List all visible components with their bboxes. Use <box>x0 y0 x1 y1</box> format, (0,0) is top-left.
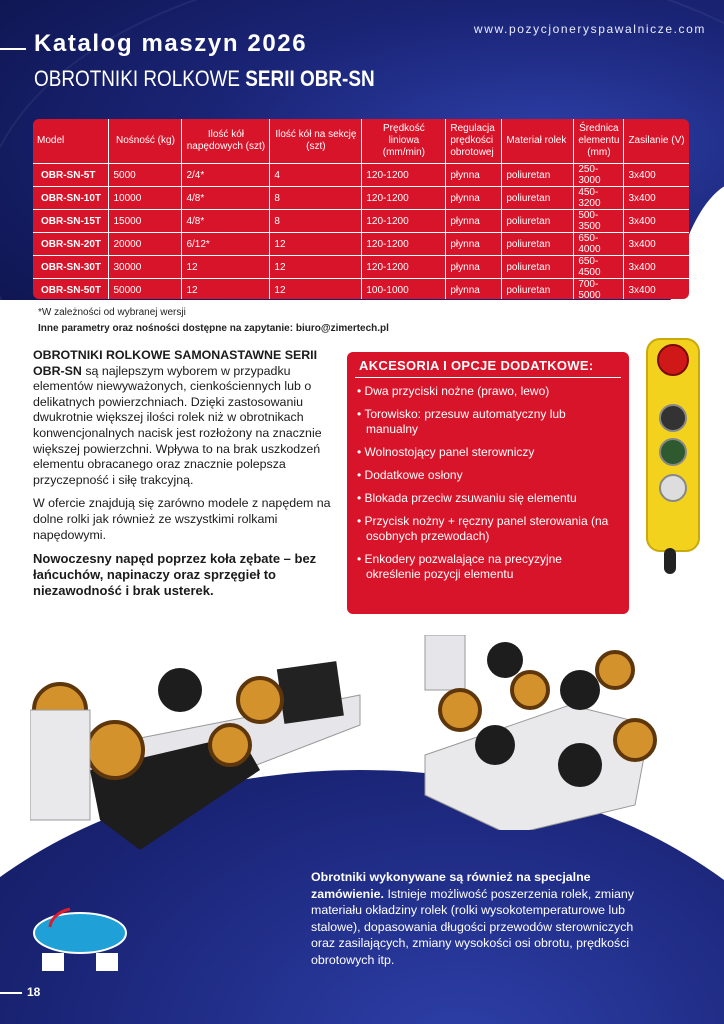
table-cell: OBR-SN-10T <box>33 187 109 210</box>
roller-machine-left-image <box>30 640 370 880</box>
table-header-row <box>33 119 689 164</box>
page-number: 18 <box>27 985 41 999</box>
accessory-item: • Dwa przyciski nożne (prawo, lewo) <box>357 384 550 398</box>
table-cell: 3x400 <box>624 279 689 300</box>
table-footnote: *W zależności od wybranej wersji <box>38 307 186 318</box>
table-cell: 12 <box>270 279 362 300</box>
table-cell: OBR-SN-5T <box>33 164 109 187</box>
intro-text <box>33 348 343 607</box>
intro-paragraph-2: W ofercie znajdują się zarówno modele z napędem na dolne rolki jak również ze wszystkimi rolkami napędowymi. <box>33 496 331 542</box>
table-row <box>33 256 689 279</box>
table-cell: 8 <box>270 187 362 210</box>
col-header: Ilość kół na sekcję (szt) <box>270 119 362 164</box>
table-row <box>33 233 689 256</box>
table-cell: 12 <box>270 256 362 279</box>
table-cell: 500-3500 <box>574 210 624 233</box>
col-header: Nośność (kg) <box>109 119 182 164</box>
accessories-title: AKCESORIA I OPCJE DODATKOWE: <box>359 358 594 373</box>
website-url[interactable]: www.pozycjoneryspawalnicze.com <box>473 22 706 36</box>
section-title-regular: OBROTNIKI ROLKOWE <box>34 66 246 91</box>
table-cell: 6/12* <box>182 233 270 256</box>
table-row <box>33 187 689 210</box>
table-cell: płynna <box>446 210 502 233</box>
accessory-item: • Przycisk nożny + ręczny panel sterowania (na osobnych przewodach) <box>357 514 609 543</box>
accessory-item: • Torowisko: przesuw automatyczny lub manualny <box>357 407 566 436</box>
table-cell: OBR-SN-50T <box>33 279 109 300</box>
col-header: Prędkość liniowa (mm/min) <box>362 119 446 164</box>
roller-machine-right-image <box>420 635 660 830</box>
custom-order-body: Istnieje możliwość poszerzenia rolek, zmiany materiału okładziny rolek (rolki wysokotemperaturowe lub stalowe), dopasowania długości przewodów sterowniczych oraz zasilających, zmiany wysokości osi obrotu, prędkości obrotowych itp. <box>311 886 634 967</box>
table-cell: płynna <box>446 279 502 300</box>
pendant-button-icon <box>659 404 687 432</box>
table-cell: płynna <box>446 256 502 279</box>
table-cell: 3x400 <box>624 233 689 256</box>
table-cell: 250-3000 <box>574 164 624 187</box>
table-row <box>33 164 689 187</box>
table-cell: płynna <box>446 164 502 187</box>
spec-table <box>33 119 689 299</box>
accessory-item: • Enkodery pozwalające na precyzyjne określenie pozycji elementu <box>357 552 562 581</box>
table-cell: 650-4500 <box>574 256 624 279</box>
intro-paragraph-1: są najlepszym wyborem w przypadku elementów niewyważonych, cienkościennych lub o delikatnych powierzchniach. Dzięki zastosowaniu dwukrotnie większej ilości rolek niż w obrotnikach konwencjonalnych nacisk jest rozłożony na znacznie większej powierzchni. Wpływa to na brak uszkodzeń elementu obracanego oraz znacznie polepsza przyczepność i siłę trakcyjną. <box>33 363 322 487</box>
contact-note: Inne parametry oraz nośności dostępne na zapytanie: biuro@zimertech.pl <box>38 323 389 334</box>
table-cell: 8 <box>270 210 362 233</box>
table-cell: 2/4* <box>182 164 270 187</box>
table-cell: 3x400 <box>624 210 689 233</box>
table-cell: 4/8* <box>182 210 270 233</box>
col-header: Zasilanie (V) <box>628 135 685 146</box>
col-header: Średnica elementu (mm) <box>574 119 624 164</box>
rotation-diagram-icon <box>30 905 130 977</box>
accessories-box <box>347 352 629 614</box>
intro-bold-statement: Nowoczesny napęd poprzez koła zębate – bez łańcuchów, napinaczy oraz sprzęgieł to niezawodność i brak usterek. <box>33 551 317 599</box>
table-cell: 50000 <box>109 279 182 300</box>
emergency-stop-icon <box>657 344 689 376</box>
table-cell: 450-3200 <box>574 187 624 210</box>
intro-heading: OBROTNIKI ROLKOWE SAMONASTAWNE SERII OBR-SN <box>33 348 318 378</box>
pendant-button-icon <box>659 438 687 466</box>
table-cell: poliuretan <box>502 279 574 300</box>
title-accent-line <box>0 48 26 50</box>
table-cell: płynna <box>446 233 502 256</box>
col-header: Ilość kół napędowych (szt) <box>182 119 270 164</box>
table-cell: 120-1200 <box>362 164 446 187</box>
col-header: Materiał rolek <box>502 119 574 164</box>
table-cell: OBR-SN-15T <box>33 210 109 233</box>
accessories-divider <box>355 377 621 378</box>
table-cell: 5000 <box>109 164 182 187</box>
table-cell: 15000 <box>109 210 182 233</box>
table-cell: 120-1200 <box>362 256 446 279</box>
col-header: Model <box>33 119 109 164</box>
table-cell: 12 <box>270 233 362 256</box>
custom-order-heading: Obrotniki wykonywane są również na specjalne zamówienie. <box>311 870 591 901</box>
table-cell: 4/8* <box>182 187 270 210</box>
table-cell: 20000 <box>109 233 182 256</box>
table-cell: OBR-SN-30T <box>33 256 109 279</box>
table-cell: 3x400 <box>624 164 689 187</box>
table-cell: płynna <box>446 187 502 210</box>
table-cell: 30000 <box>109 256 182 279</box>
table-cell: 3x400 <box>624 256 689 279</box>
section-title <box>34 66 375 92</box>
table-cell: 3x400 <box>624 187 689 210</box>
table-row <box>33 279 689 300</box>
table-cell: 120-1200 <box>362 233 446 256</box>
accessory-item: • Dodatkowe osłony <box>357 468 463 482</box>
table-cell: poliuretan <box>502 233 574 256</box>
table-cell: 12 <box>182 279 270 300</box>
accessory-item: • Wolnostojący panel sterowniczy <box>357 445 535 459</box>
table-cell: 120-1200 <box>362 187 446 210</box>
table-cell: 700-5000 <box>574 279 624 300</box>
control-pendant-image <box>638 334 710 574</box>
accessory-item: • Blokada przeciw zsuwaniu się elementu <box>357 491 577 505</box>
custom-order-text <box>311 869 651 968</box>
table-cell: 4 <box>270 164 362 187</box>
table-cell: 10000 <box>109 187 182 210</box>
page-number-line <box>0 992 22 994</box>
section-title-bold: SERII OBR-SN <box>245 66 375 91</box>
table-cell: poliuretan <box>502 210 574 233</box>
table-cell: 120-1200 <box>362 210 446 233</box>
table-cell: poliuretan <box>502 256 574 279</box>
table-cell: OBR-SN-20T <box>33 233 109 256</box>
table-cell: poliuretan <box>502 164 574 187</box>
table-row <box>33 210 689 233</box>
table-cell: 12 <box>182 256 270 279</box>
table-cell: 100-1000 <box>362 279 446 300</box>
pendant-knob-icon <box>659 474 687 502</box>
catalog-title: Katalog maszyn 2026 <box>34 30 308 57</box>
table-cell: 650-4000 <box>574 233 624 256</box>
pendant-cable <box>664 548 676 574</box>
col-header: Regulacja prędkości obrotowej <box>446 119 502 164</box>
table-cell: poliuretan <box>502 187 574 210</box>
